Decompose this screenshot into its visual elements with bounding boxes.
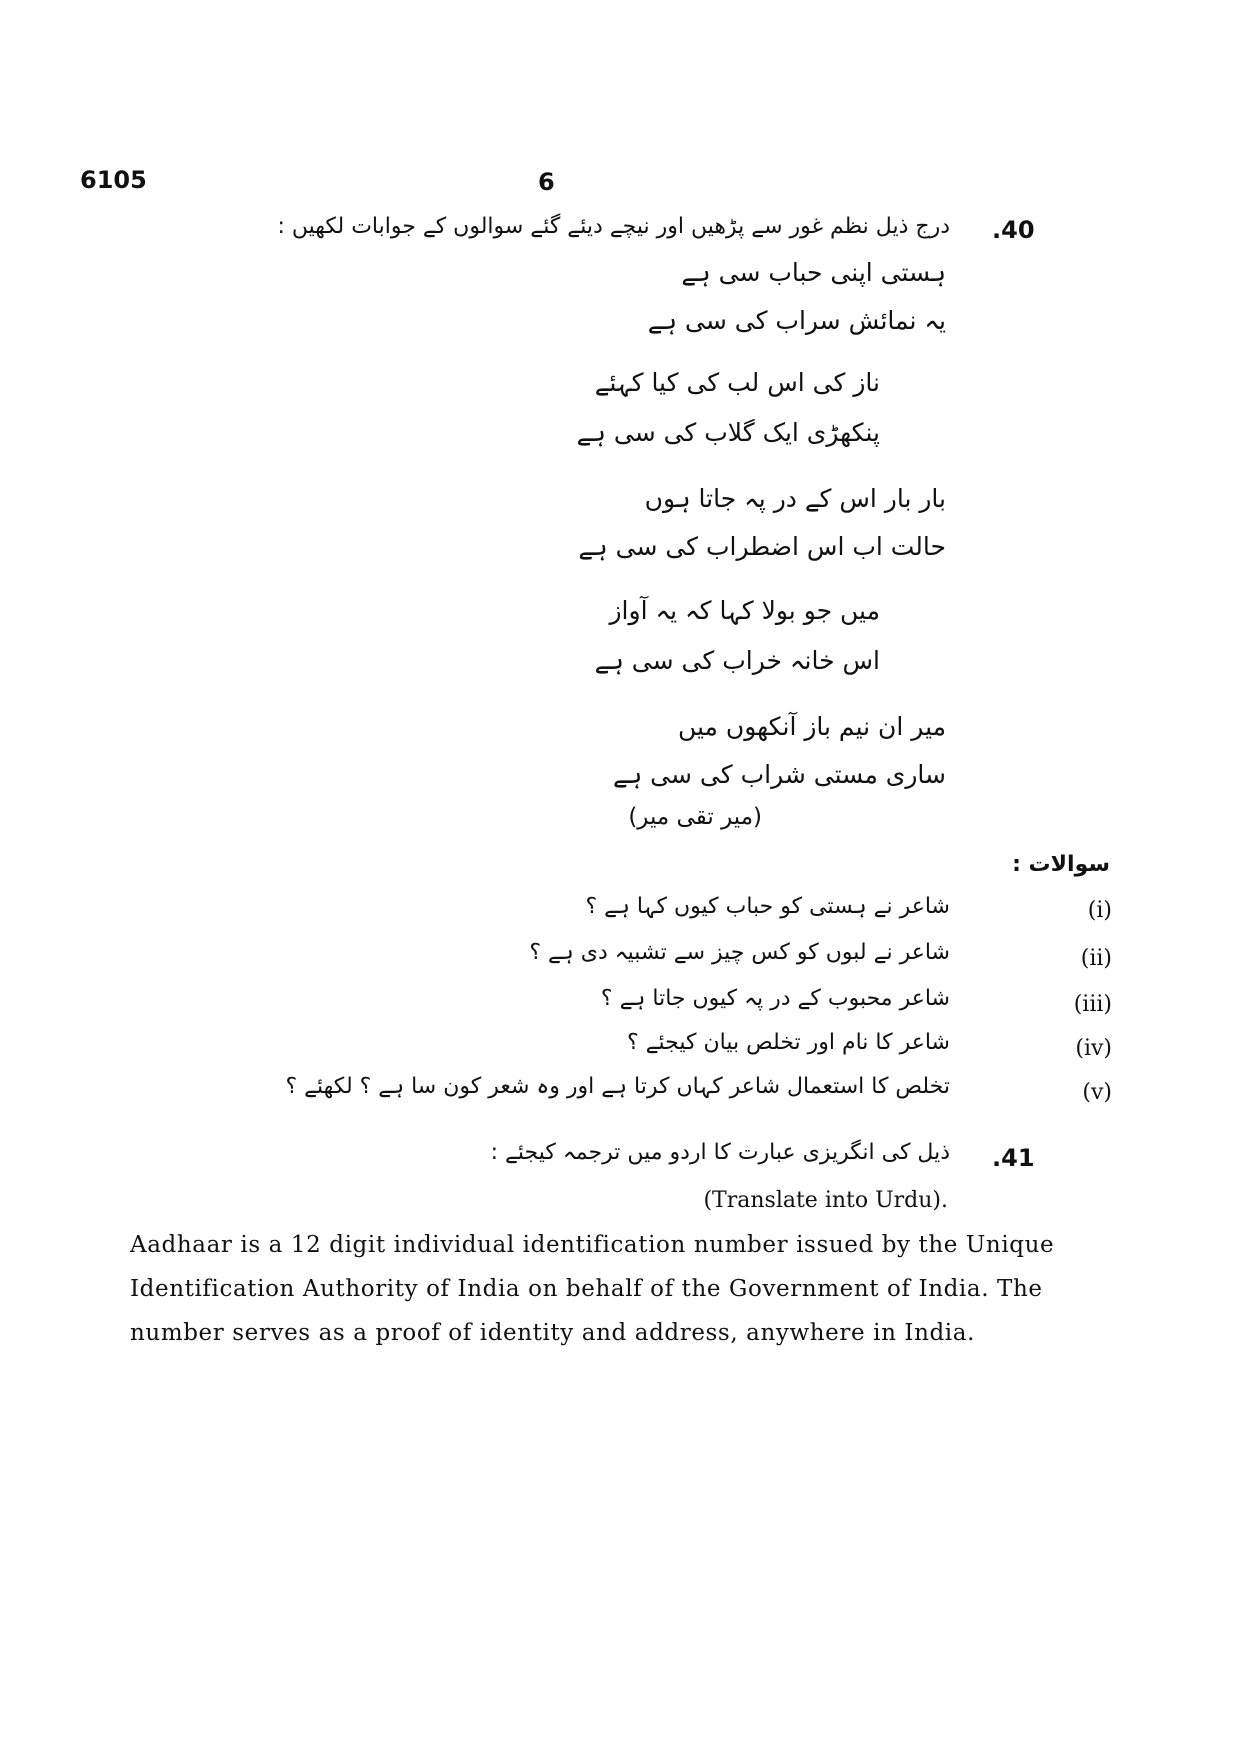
- passage-line: number serves as a proof of identity and address, anywhere in India.: [130, 1320, 975, 1346]
- passage-line: Identification Authority of India on behalf of the Government of India. The: [130, 1276, 1043, 1302]
- poem-line: ہستی اپنی حباب سی ہے: [681, 258, 946, 287]
- paper-code: 6105: [80, 166, 147, 194]
- question-text: شاعر نے لبوں کو کس چیز سے تشبیہ دی ہے ؟: [529, 940, 950, 965]
- question-number: (ii): [1080, 946, 1112, 971]
- question-number: (iv): [1075, 1036, 1112, 1061]
- page-number: 6: [538, 168, 555, 196]
- poem-line: ناز کی اس لب کی کیا کہئے: [594, 368, 880, 397]
- question-number: (i): [1087, 898, 1112, 923]
- question-41-instruction-english: (Translate into Urdu).: [703, 1188, 948, 1213]
- questions-heading: سوالات :: [1012, 852, 1110, 877]
- question-41-number: .41: [992, 1144, 1035, 1172]
- poem-line: میر ان نیم باز آنکھوں میں: [677, 712, 946, 741]
- poem-line: بار بار اس کے در پہ جاتا ہوں: [644, 484, 946, 513]
- passage-line: Aadhaar is a 12 digit individual identification number issued by the Unique: [130, 1232, 1055, 1258]
- poem-line: یہ نمائش سراب کی سی ہے: [647, 306, 946, 335]
- poem-line: ساری مستی شراب کی سی ہے: [612, 760, 946, 789]
- poem-line: پنکھڑی ایک گلاب کی سی ہے: [576, 418, 880, 447]
- question-40-number: .40: [992, 216, 1035, 244]
- poem-line: اس خانہ خراب کی سی ہے: [594, 646, 880, 675]
- question-text: تخلص کا استعمال شاعر کہاں کرتا ہے اور وہ شعر کون سا ہے ؟ لکھئے ؟: [285, 1074, 950, 1099]
- poem-line: حالت اب اس اضطراب کی سی ہے: [578, 532, 946, 561]
- question-number: (iii): [1073, 992, 1112, 1017]
- question-text: شاعر محبوب کے در پہ کیوں جاتا ہے ؟: [600, 986, 950, 1011]
- poet-attribution: (میر تقی میر): [628, 804, 762, 830]
- poem-line: میں جو بولا کہا کہ یہ آواز: [609, 596, 880, 625]
- question-text: شاعر کا نام اور تخلص بیان کیجئے ؟: [626, 1030, 950, 1055]
- question-41-instruction: ذیل کی انگریزی عبارت کا اردو میں ترجمہ کیجئے :: [490, 1140, 950, 1165]
- question-number: (v): [1082, 1080, 1112, 1105]
- question-40-instruction: درج ذیل نظم غور سے پڑھیں اور نیچے دیئے گئے سوالوں کے جوابات لکھیں :: [277, 214, 950, 239]
- question-text: شاعر نے ہستی کو حباب کیوں کہا ہے ؟: [585, 894, 950, 919]
